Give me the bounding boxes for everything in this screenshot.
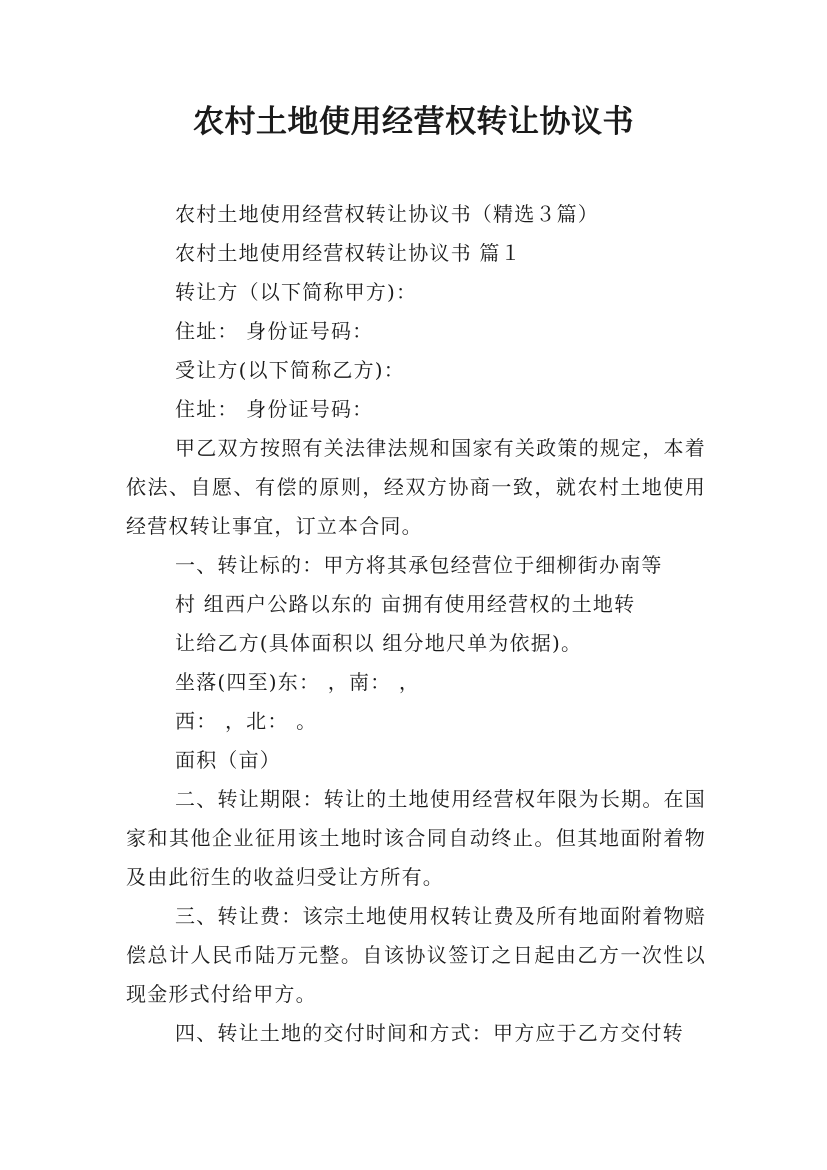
paragraph-clause-4: 四、转让土地的交付时间和方式：甲方应于乙方交付转 bbox=[175, 1021, 684, 1045]
document-title: 农村土地使用经营权转让协议书 bbox=[193, 104, 634, 140]
paragraph-transferor-address: 住址： 身份证号码： bbox=[175, 319, 374, 343]
paragraph-boundaries-2: 西： ，北： 。 bbox=[175, 709, 318, 733]
paragraph-transferor: 转让方（以下简称甲方)： bbox=[175, 280, 418, 304]
paragraph-clause-1-line-3: 让给乙方(具体面积以 组分地尺单为依据)。 bbox=[175, 631, 583, 655]
paragraph-preamble: 甲乙双方按照有关法律法规和国家有关政策的规定，本着依法、自愿、有偿的原则，经双方协商一致，就农村土地使用经营权转让事宜，订立本合同。 bbox=[126, 436, 706, 538]
paragraph-section-heading: 农村土地使用经营权转让协议书 篇１ bbox=[175, 241, 522, 265]
paragraph-transferee: 受让方(以下简称乙方)： bbox=[175, 358, 406, 382]
paragraph-boundaries-1: 坐落(四至)东： ，南： ， bbox=[175, 670, 421, 694]
paragraph-area: 面积（亩） bbox=[175, 748, 281, 772]
paragraph-clause-1-line-2: 村 组西户公路以东的 亩拥有使用经营权的土地转 bbox=[175, 592, 636, 616]
paragraph-transferee-address: 住址： 身份证号码： bbox=[175, 397, 374, 421]
paragraph-clause-3: 三、转让费：该宗土地使用权转让费及所有地面附着物赔偿总计人民币陆万元整。自该协议签订之日起由乙方一次性以现金形式付给甲方。 bbox=[126, 904, 706, 1006]
document-body bbox=[126, 195, 706, 1053]
paragraph-clause-1-line-1: 一、转让标的：甲方将其承包经营位于细柳街办南等 bbox=[175, 553, 663, 577]
paragraph-clause-2: 二、转让期限：转让的土地使用经营权年限为长期。在国家和其他企业征用该土地时该合同自动终止。但其地面附着物及由此衍生的收益归受让方所有。 bbox=[126, 787, 706, 889]
paragraph-collection-title: 农村土地使用经营权转让协议书（精选３篇） bbox=[175, 202, 599, 226]
